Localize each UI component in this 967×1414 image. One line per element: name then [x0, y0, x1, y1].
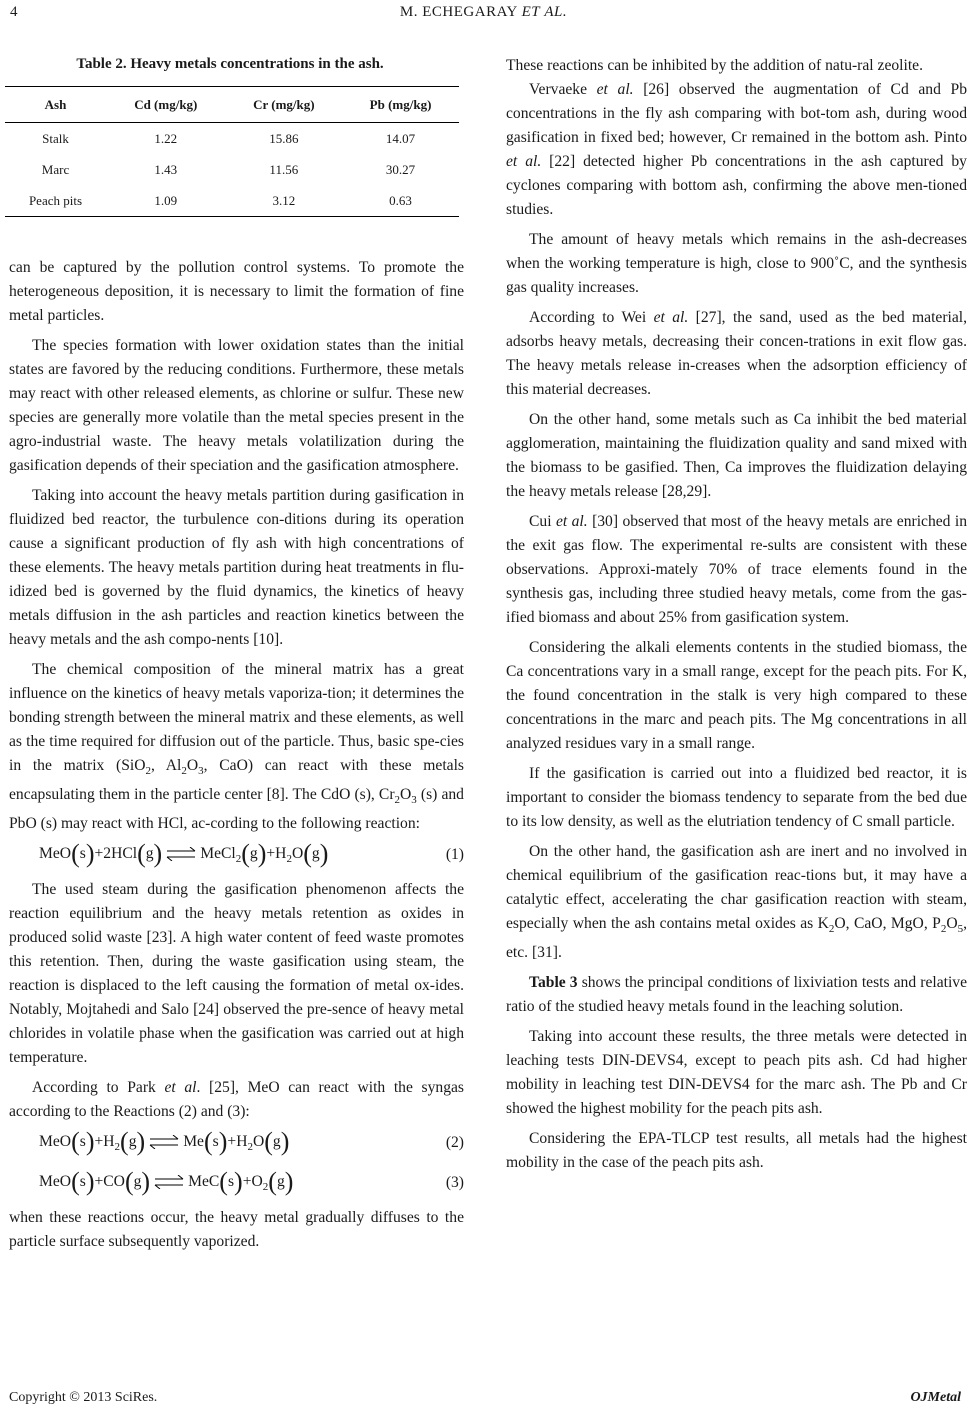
equation-3	[9, 1166, 464, 1200]
table-header-row	[5, 87, 459, 123]
paragraph: Considering the EPA-TLCP test results, all metals had the highest mobility in the case of the peach pits ash.	[506, 1130, 967, 1171]
table-row	[5, 154, 459, 185]
paragraph: The chemical composition of the mineral matrix has a great influence on the kinetics of heavy metals vaporiza-tion; it determines the bonding strength between the mineral matrix and these elements, as well as the time required for diffusion out of the particle. Thus, basic spe-cies in the matrix (SiO$_2$, $Al_2O_3$, CaO) can react with these metals encapsulating them in the particle center [8]. The CdO (s), $Cr_2O_3$ (s) and PbO (s) may react with HCl, ac-cording to the following reaction:	[9, 661, 464, 832]
equation-number: (2)	[445, 1134, 464, 1151]
paragraph: The amount of heavy metals which remains in the ash-decreases when the working temperature is high, close to 900˚C, and the synthesis gas quality increases.	[506, 231, 967, 296]
table-cell: 1.22	[154, 130, 178, 146]
paragraph: Taking into account the heavy metals partition during gasification in fluidized bed reactor, the turbulence con-ditions during its operation cause a significant production of fly ash with high concentrations of these elements. The heavy metals partition during heat treatments in flu-idized bed is governed by the fluid dynamics, the kinetics of heavy metals diffusion in the ash particles and reaction kinetics between the heavy metals and the ash compo-nents [10].	[9, 487, 464, 648]
equation-formula: MeO(s)+2HCl(g) $MeCl_2(g)+H_2O(g)$	[39, 839, 329, 868]
equation-1	[9, 838, 464, 872]
table-cell: 1.43	[154, 161, 178, 177]
equation-number: (3)	[445, 1174, 464, 1191]
paragraph: when these reactions occur, the heavy metal gradually diffuses to the particle surface subsequently vaporized.	[9, 1209, 464, 1250]
paragraph: Table 3 shows the principal conditions of lixiviation tests and relative ratio of the studied heavy metals found in the leaching solution.	[506, 974, 967, 1015]
paragraph: can be captured by the pollution control systems. To promote the heterogeneous deposition, it is necessary to limit the formation of fine metal particles.	[9, 259, 464, 324]
equation-number: (1)	[445, 846, 464, 863]
equation-formula: $MeO(s)+H_2(g)$ $Me(s)+H_2O(g)$	[39, 1127, 290, 1156]
paragraph: Taking into account these results, the three metals were detected in leaching tests DIN-DEVS4, except to peach pits ash. Cd had higher mobility in leaching test DIN-DEVS4 for the marc ash. The Pb and Cr showed the highest mobility for the peach pits ash.	[506, 1028, 967, 1117]
paragraph: According to Wei et al. [27], the sand, used as the bed material, adsorbs heavy metals, decreasing their concen-trations in exit flow gas. The heavy metals release in-creases when the adsorption efficiency of this material decreases.	[506, 309, 967, 398]
paragraph: On the other hand, the gasification ash are inert and no involved in chemical equilibrium of the gasification reac-tions but, it may have a catalytic effect, accelerating the char gasification reaction with steam, especially when the ash contains metal oxides as $K_2O$, CaO, MgO, $P_2O_5$, etc. [31].	[506, 843, 967, 961]
table-row	[5, 185, 459, 217]
table-caption: Table 2. Heavy metals concentrations in the ash.	[76, 56, 384, 72]
paragraph: Cui et al. [30] observed that most of the heavy metals are enriched in the exit gas flow. The experimental re-sults are consistent with these observations. Approxi-mately 70% of trace elements found in the synthesis gas, including three studied heavy metals, come from the gas-ified biomass and about 25% from gasification system.	[506, 513, 967, 626]
paragraph: According to Park et al. [25], MeO can react with the syngas according to the Reactions (2) and (3):	[9, 1079, 464, 1120]
equation-2	[9, 1126, 464, 1160]
paragraph: These reactions can be inhibited by the addition of natu-ral zeolite.	[506, 57, 923, 74]
table-cell: Marc	[41, 161, 70, 177]
journal-name: OJMetal	[910, 1390, 961, 1405]
table-cell: 11.56	[269, 161, 299, 177]
header-cell: Cd (mg/kg)	[106, 87, 226, 123]
table-cell: Stalk	[42, 130, 69, 146]
running-title: M. ECHEGARAY ET AL.	[399, 4, 568, 20]
table-cell: 14.07	[385, 130, 416, 146]
equilibrium-arrow-icon	[166, 847, 196, 861]
table-row	[5, 123, 459, 155]
right-column	[506, 54, 967, 1175]
table-cell: 0.63	[342, 185, 459, 217]
table-cell: 1.09	[106, 185, 226, 217]
header-cell: Pb (mg/kg)	[342, 87, 459, 123]
paragraph: Considering the alkali elements contents in the studied biomass, the Ca concentrations vary in a small range, except for the peach pits. For K, the found concentration in the stalk is very high compared to these concentrations in the marc and peach pits. The Mg concentrations in all analyzed residues vary in a small range.	[506, 639, 967, 752]
table-cell: 15.86	[269, 130, 299, 146]
equilibrium-arrow-icon	[154, 1175, 184, 1189]
heavy-metals-table	[5, 86, 459, 217]
paragraph: If the gasification is carried out into a fluidized bed reactor, it is important to consider the biomass tendency to separate from the bed due to its low density, as well as the elutriation tendency of C small particle.	[506, 765, 967, 830]
header-cell: Ash	[5, 87, 106, 123]
equilibrium-arrow-icon	[149, 1135, 179, 1149]
paragraph: On the other hand, some metals such as Ca inhibit the bed material agglomeration, maintaining the fluidization quality and sand mixed with the biomass to be gasified. Then, Ca improves the fluidization delaying the heavy metals release [28,29].	[506, 411, 967, 500]
paragraph: The used steam during the gasification phenomenon affects the reaction equilibrium and the heavy metals retention as oxides in produced solid waste [23]. A high water content of feed waste promotes this retention. Then, during the waste gasification using steam, the reaction is displaced to the left causing the formation of metal ox-ides. Notably, Mojtahedi and Salo [24] observed the pre-sence of heavy metal chlorides in volatile phase when the gasification was carried out at high temperature.	[9, 881, 464, 1066]
paragraph: Vervaeke et al. [26] observed the augmentation of Cd and Pb concentrations in the fly ash comparing with bot-tom ash, during wood gasification in fixed bed; however, Cr remained in the bottom ash. Pinto et al. [22] detected higher Pb concentrations in the ash captured by cyclones comparing with bottom ash, confirming the above men-tioned studies.	[506, 81, 967, 218]
paragraph: The species formation with lower oxidation states than the initial states are favored by the reducing conditions. Furthermore, these metals may react with other released elements, as chlorine or sulfur. These new species are generally more volatile than the metal species present in the agro-industrial waste. The heavy metals volatilization during the gasification depends of their speciation and the gasification atmosphere.	[9, 337, 464, 474]
page-number: 4	[10, 4, 18, 20]
copyright-notice: Copyright © 2013 SciRes.	[9, 1390, 158, 1405]
table-cell: 30.27	[385, 161, 416, 177]
header-cell: Cr (mg/kg)	[226, 87, 342, 123]
table-cell: 3.12	[226, 185, 342, 217]
equation-formula: MeO(s)+CO(g) $MeC(s)+O_2(g)$	[39, 1167, 294, 1196]
left-column	[9, 256, 464, 1254]
table-cell: Peach pits	[5, 185, 106, 217]
